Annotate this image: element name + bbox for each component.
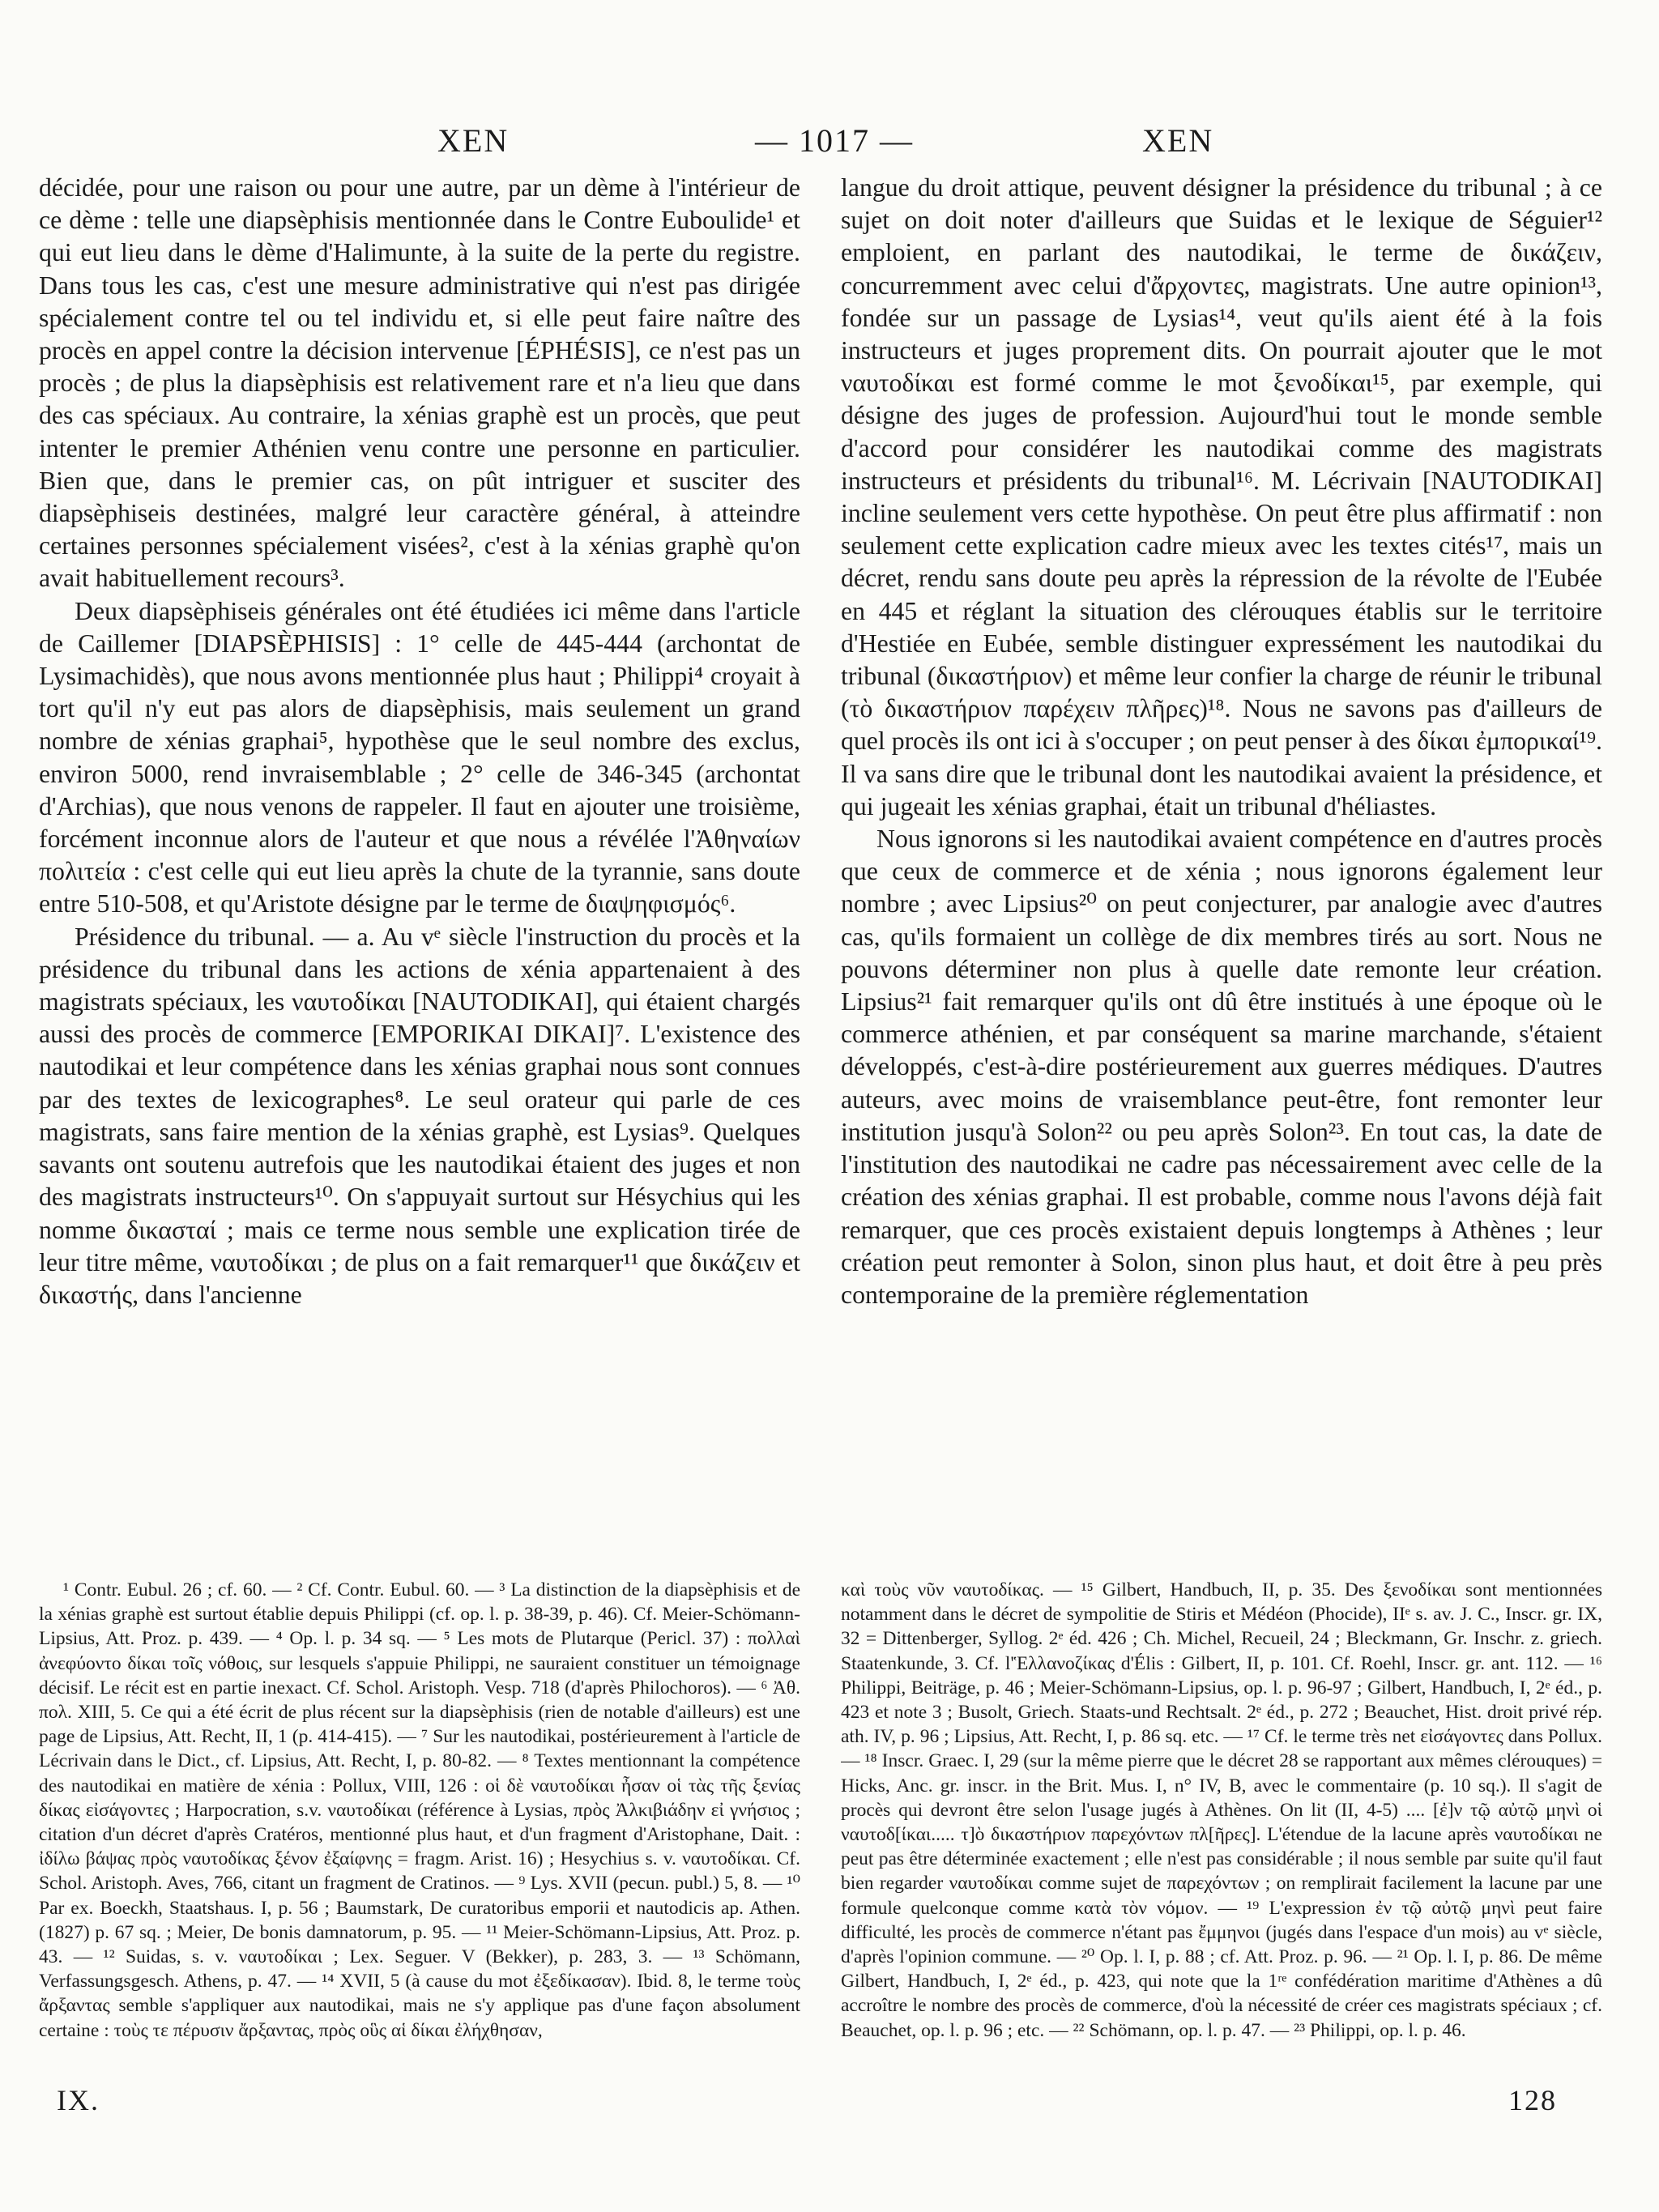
- paragraph: décidée, pour une raison ou pour une autre, par un dème à l'intérieur de ce dème : telle une diapsèphisis mentionnée dans le Contre Euboulide¹ et qui eut lieu dans le dème d'Halimunte, à la suite de la perte du registre. Dans tous les cas, c'est une mesure administrative qui n'est pas dirigée spécialement contre tel ou tel individu et, si elle peut faire naître des procès en appel contre la décision intervenue [ÉPHÉSIS], ce n'est pas un procès ; de plus la diapsèphisis est relativement rare et n'a lieu que dans des cas spéciaux. Au contraire, la xénias graphè est un procès, que peut intenter le premier Athénien venu contre une personne en particulier. Bien que, dans le premier cas, on pût intriguer et susciter des diapsèphiseis destinées, malgré leur caractère général, à atteindre certaines personnes spécialement visées², c'est à la xénias graphè qu'on avait habituellement recours³.: [39, 173, 800, 593]
- footnotes-left: [39, 1578, 800, 2064]
- paragraph: langue du droit attique, peuvent désigner la présidence du tribunal ; à ce sujet on doit noter d'ailleurs que Suidas et le lexique de Séguier¹² emploient, en parlant des nautodikai, le terme de δικάζειν, concurremment avec celui d'ἄρχοντες, magistrats. Une autre opinion¹³, fondée sur un passage de Lysias¹⁴, veut qu'ils aient été à la fois instructeurs et juges proprement dits. On pourrait ajouter que le mot ναυτοδίκαι est formé comme le mot ξενοδίκαι¹⁵, par exemple, qui désigne des juges de profession. Aujourd'hui tout le monde semble d'accord pour considérer les nautodikai comme des magistrats instructeurs et présidents du tribunal¹⁶. M. Lécrivain [NAUTODIKAI] incline seulement vers cette hypothèse. On peut être plus affirmatif : non seulement cette explication cadre mieux avec les textes cités¹⁷, mais un décret, rendu sans doute peu après la répression de la révolte de l'Eubée en 445 et réglant la situation des clérouques établis sur le territoire d'Hestiée en Eubée, semble distinguer expressément les nautodikai du tribunal (δικαστήριον) et même leur confier la charge de réunir le tribunal (τὸ δικαστήριον παρέχειν πλῆρες)¹⁸. Nous ne savons pas d'ailleurs de quel procès ils ont ici à s'occuper ; on peut penser à des δίκαι ἐμπορικαί¹⁹. Il va sans dire que le tribunal dont les nautodikai avaient la présidence, et qui jugeait les xénias graphai, était un tribunal d'héliastes.: [841, 173, 1602, 820]
- footnote-block: ¹ Contr. Eubul. 26 ; cf. 60. — ² Cf. Contr. Eubul. 60. — ³ La distinction de la diapsèphisis et de la xénias graphè est surtout établie depuis Philippi (cf. op. l. p. 38-39, p. 46). Cf. Meier-Schömann-Lipsius, Att. Proz. p. 439. — ⁴ Op. l. p. 34 sq. — ⁵ Les mots de Plutarque (Pericl. 37) : πολλαὶ ἀνεφύοντο δίκαι τοῖς νόθοις, sur lesquels s'appuie Philippi, ne sauraient constituer un témoignage décisif. Le récit est en partie inexact. Cf. Schol. Aristoph. Vesp. 718 (d'après Philochoros). — ⁶ Ἀθ. πολ. XIII, 5. Ce qui a été écrit de plus récent sur la diapsèphisis (rien de notable d'ailleurs) est une page de Lipsius, Att. Recht, II, 1 (p. 414-415). — ⁷ Sur les nautodikai, postérieurement à l'article de Lécrivain dans le Dict., cf. Lipsius, Att. Recht, I, p. 80-82. — ⁸ Textes mentionnant la compétence des nautodikai en matière de xénia : Pollux, VIII, 126 : οἱ δὲ ναυτοδίκαι ἦσαν οἱ τὰς τῆς ξενίας δίκας εἰσάγοντες ; Harpocration, s.v. ναυτοδίκαι (référence à Lysias, πρὸς Ἀλκιβιάδην εἰ γνήσιος ; citation d'un décret d'après Cratéros, mentionné plus haut, et d'un fragment d'Aristophane, Dait. : ἰδίλω βάψας πρὸς ναυτοδίκας ξένον ἐξαίφνης = fragm. Arist. 16) ; Hesychius s. v. ναυτοδίκαι. Cf. Schol. Aristoph. Aves, 766, citant un fragment de Cratinos. — ⁹ Lys. XVII (pecun. publ.) 5, 8. — ¹⁰ Par ex. Boeckh, Staatshaus. I, p. 56 ; Baumstark, De curatoribus emporii et nautodicis ap. Athen. (1827) p. 67 sq. ; Meier, De bonis damnatorum, p. 95. — ¹¹ Meier-Schömann-Lipsius, Att. Proz. p. 43. — ¹² Suidas, s. v. ναυτοδίκαι ; Lex. Seguer. V (Bekker), p. 283, 3. — ¹³ Schömann, Verfassungsgesch. Athens, p. 47. — ¹⁴ XVII, 5 (à cause du mot ἐξεδίκασαν). Ibid. 8, le terme τοὺς ἄρξαντας semble s'appliquer aux nautodikai, mais ne s'y applique pas d'une façon absolument certaine : τοὺς τε πέρυσιν ἄρξαντας, πρὸς οὓς αἱ δίκαι ἐλήχθησαν,: [39, 1579, 800, 2041]
- page-number-header: — 1017 —: [755, 122, 914, 159]
- header-left-word: XEN: [437, 122, 510, 159]
- volume-number: IX.: [57, 2084, 100, 2116]
- footnote-block: καὶ τοὺς νῦν ναυτοδίκας. — ¹⁵ Gilbert, Handbuch, II, p. 35. Des ξενοδίκαι sont mentionnées notamment dans le décret de sympolitie de Stiris et Médéon (Phocide), IIᵉ s. av. J. C., Inscr. gr. IX, 32 = Dittenberger, Syllog. 2ᵉ éd. 426 ; Ch. Michel, Recueil, 24 ; Bleckmann, Gr. Inschr. z. griech. Staatenkunde, 3. Cf. l'Ἑλλανοζίκας d'Élis : Gilbert, II, p. 101. Cf. Roehl, Inscr. gr. ant. 112. — ¹⁶ Philippi, Beiträge, p. 46 ; Meier-Schömann-Lipsius, op. l. p. 96-97 ; Gilbert, Handbuch, I, 2ᵉ éd., p. 423 et note 3 ; Busolt, Griech. Staats-und Rechtsalt. 2ᵉ éd., p. 272 ; Beauchet, Hist. droit privé rép. ath. IV, p. 96 ; Lipsius, Att. Recht, I, p. 86 sq. etc. — ¹⁷ Cf. le terme très net εἰσάγοντες dans Pollux. — ¹⁸ Inscr. Graec. I, 29 (sur la même pierre que le décret 28 se rapportant aux mêmes clérouques) = Hicks, Anc. gr. inscr. in the Brit. Mus. I, n° IV, B, avec le commentaire (p. 10 sq.). Il s'agit de procès qui devront être selon l'usage jugés à Athènes. On lit (II, 4-5) .... [ἐ]ν τῷ αὐτῷ μηνὶ οἱ ναυτοδ[ίκαι..... τ]ὸ δικαστήριον παρεχόντων πλ[ῆρες]. L'étendue de la lacune après ναυτοδίκαι ne peut pas être déterminée exactement ; elle n'est pas considérable ; il nous semble par suite qu'il faut bien regarder ναυτοδίκαι comme sujet de παρεχόντων ; on remplirait facilement la lacune par une formule quelconque comme κατὰ τὸν νόμον. — ¹⁹ L'expression ἐν τῷ αὐτῷ μηνὶ peut faire difficulté, les procès de commerce n'étant pas ἔμμηνοι (jugés dans l'espace d'un mois) au vᵉ siècle, d'après l'opinion commune. — ²⁰ Op. l. I, p. 88 ; cf. Att. Proz. p. 96. — ²¹ Op. l. I, p. 86. De même Gilbert, Handbuch, I, 2ᵉ éd., p. 423, qui note que la 1ʳᵉ confédération maritime d'Athènes a dû accroître le nombre des procès de commerce, d'où la nécessité de créer ces magistrats spéciaux ; cf. Beauchet, op. l. p. 96 ; etc. — ²² Schömann, op. l. p. 47. — ²³ Philippi, op. l. p. 46.: [841, 1579, 1602, 2041]
- paragraph: Présidence du tribunal. — a. Au vᵉ siècle l'instruction du procès et la présidence du tribunal dans les actions de xénia appartenaient à des magistrats spéciaux, les ναυτοδίκαι [NAUTODIKAI], qui étaient chargés aussi des procès de commerce [EMPORIKAI DIKAI]⁷. L'existence des nautodikai et leur compétence dans les xénias graphai nous sont connues par des textes de lexicographes⁸. Le seul orateur qui parle de ces magistrats, sans faire mention de la xénias graphè, est Lysias⁹. Quelques savants ont soutenu autrefois que les nautodikai étaient des juges et non des magistrats instructeurs¹⁰. On s'appuyait surtout sur Hésychius qui les nomme δικασταί ; mais ce terme nous semble une explication tirée de leur titre même, ναυτοδίκαι ; de plus on a fait remarquer¹¹ que δικάζειν et δικαστής, dans l'ancienne: [39, 922, 800, 1309]
- paragraph: Nous ignorons si les nautodikai avaient compétence en d'autres procès que ceux de commerce et de xénia ; nous ignorons également leur nombre ; avec Lipsius²⁰ on peut conjecturer, par analogie avec d'autres cas, qu'ils formaient un collège de dix membres tirés au sort. Nous ne pouvons déterminer non plus à quelle date remonte leur création. Lipsius²¹ fait remarquer qu'ils ont dû être institués à une époque où le commerce athénien, et par conséquent sa marine marchande, s'étaient développés, c'est-à-dire postérieurement aux guerres médiques. D'autres auteurs, avec moins de vraisemblance peut-être, font remonter leur institution jusqu'à Solon²² ou peu après Solon²³. En tout cas, la date de l'institution des nautodikai ne cadre pas nécessairement avec celle de la création des xénias graphai. Il est probable, comme nous l'avons déjà fait remarquer, que ces procès existaient depuis longtemps à Athènes ; leur création peut remonter à Solon, sinon plus haut, et doit être à peu près contemporaine de la première réglementation: [841, 825, 1602, 1309]
- left-text-column: [39, 172, 800, 1549]
- right-text-column: [841, 172, 1602, 1549]
- running-header: [0, 121, 1659, 170]
- paragraph: Deux diapsèphiseis générales ont été étudiées ici même dans l'article de Caillemer [DIAPSÈPHISIS] : 1° celle de 445-444 (archontat de Lysimachidès), que nous avons mentionnée plus haut ; Philippi⁴ croyait à tort qu'il n'y eut pas alors de diapsèphisis, mais seulement un grand nombre de xénias graphai⁵, hypothèse que le seul nombre des exclus, environ 5000, rend invraisemblable ; 2° celle de 346-345 (archontat d'Archias), que nous venons de rappeler. Il faut en ajouter une troisième, forcément inconnue alors de l'auteur et que nous a révélée l'Ἀθηναίων πολιτεία : c'est celle qui eut lieu après la chute de la tyrannie, sans doute entre 510-508, et qu'Aristote désigne par le terme de διαψηφισμός⁶.: [39, 596, 800, 918]
- header-right-word: XEN: [1142, 122, 1214, 159]
- sheet-number: 128: [1508, 2084, 1557, 2116]
- footnotes-right: [841, 1578, 1602, 2064]
